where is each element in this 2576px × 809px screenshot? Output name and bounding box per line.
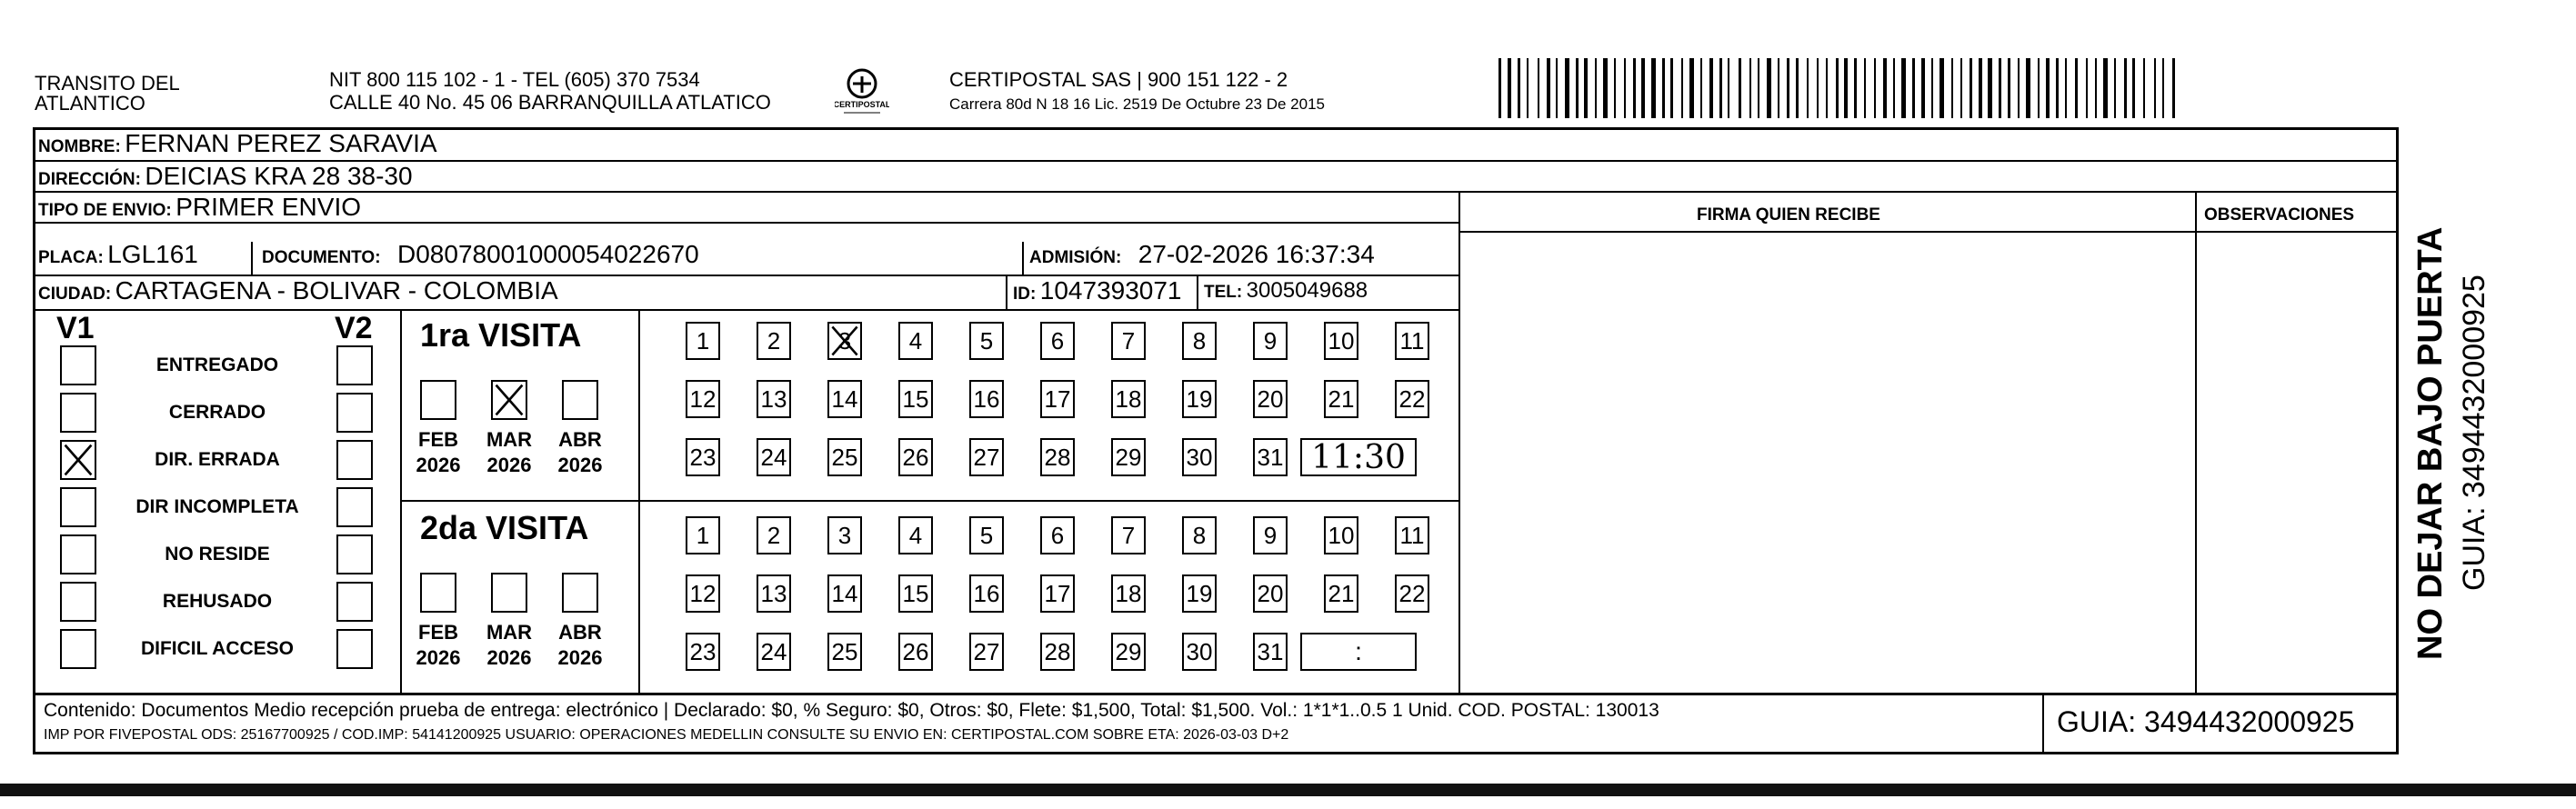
month-checkbox[interactable] <box>420 380 456 420</box>
day-cell[interactable]: 7 <box>1111 516 1146 554</box>
barcode-bar <box>2038 58 2040 118</box>
barcode-bar <box>1844 58 1848 118</box>
month-label: MAR 2026 <box>486 621 533 669</box>
day-cell[interactable]: 1 <box>686 322 720 360</box>
v2-checkbox[interactable] <box>336 440 373 480</box>
day-cell[interactable]: 27 <box>969 438 1004 476</box>
day-cell[interactable]: 2 <box>757 516 791 554</box>
day-cell[interactable]: 27 <box>969 633 1004 671</box>
barcode-bar <box>1518 58 1520 118</box>
shipment-type: PRIMER ENVIO <box>175 193 362 221</box>
barcode-bar <box>1778 58 1779 118</box>
barcode-bar <box>2143 58 2145 118</box>
day-cell[interactable]: 15 <box>898 380 933 418</box>
courier-name: CERTIPOSTAL SAS | 900 151 122 - 2 <box>949 68 1288 91</box>
address-row <box>38 162 413 191</box>
barcode-bar <box>2132 58 2135 118</box>
barcode-bar <box>1874 58 1876 118</box>
day-cell[interactable]: 26 <box>898 633 933 671</box>
day-cell[interactable]: 12 <box>686 574 720 613</box>
month-label: FEB 2026 <box>416 621 461 669</box>
barcode-bar <box>1689 58 1694 118</box>
org-name-line2: ATLANTICO <box>35 92 145 115</box>
v1-checkbox[interactable] <box>60 534 96 574</box>
address-line: CALLE 40 No. 45 06 BARRANQUILLA ATLATICO <box>329 91 771 114</box>
v1-checkbox[interactable] <box>60 345 96 385</box>
day-cell[interactable]: 30 <box>1182 438 1217 476</box>
day-cell[interactable]: 31 <box>1253 438 1288 476</box>
barcode-bar <box>1940 58 1944 118</box>
barcode-bar <box>1547 58 1550 118</box>
barcode-bar <box>1709 58 1713 118</box>
day-cell[interactable]: 22 <box>1395 574 1429 613</box>
day-cell[interactable]: 8 <box>1182 516 1217 554</box>
day-cell[interactable]: 14 <box>827 574 862 613</box>
barcode-bar <box>1739 58 1741 118</box>
day-cell[interactable]: 14 <box>827 380 862 418</box>
v1-checkbox[interactable] <box>60 440 96 480</box>
content-line: Contenido: Documentos Medio recepción prueba de entrega: electrónico | Declarado: $0, % Seguro: $0, Otros: $0, Flete: $1,500, Total: $1,500. Vol.: 1*1*1..0.5 1 Unid. COD. POSTAL: 130013 <box>44 700 1659 721</box>
barcode-bar <box>1999 58 2001 118</box>
status-option-label: DIR. ERRADA <box>155 449 280 470</box>
barcode-bar <box>1700 58 1702 118</box>
barcode-bar <box>2124 58 2127 118</box>
first-visit-title: 1ra VISITA <box>420 316 582 354</box>
barcode-bar <box>1931 58 1933 118</box>
second-visit-title: 2da VISITA <box>420 509 589 546</box>
barcode-bar <box>2086 58 2088 118</box>
day-cell[interactable]: 26 <box>898 438 933 476</box>
v2-checkbox[interactable] <box>336 487 373 527</box>
recipient-address: DEICIAS KRA 28 38-30 <box>145 162 413 190</box>
barcode-bar <box>1749 58 1751 118</box>
barcode-bar <box>1912 58 1915 118</box>
day-cell[interactable]: 16 <box>969 574 1004 613</box>
city-row <box>38 276 558 305</box>
day-cell[interactable]: 7 <box>1111 322 1146 360</box>
barcode-bar <box>1651 58 1656 118</box>
day-cell[interactable]: 30 <box>1182 633 1217 671</box>
v1-checkbox[interactable] <box>60 487 96 527</box>
status-option-label: DIR INCOMPLETA <box>135 496 299 517</box>
barcode-bar <box>1979 58 1982 118</box>
month-label: ABR 2026 <box>557 621 603 669</box>
admission-label: ADMISIÓN: <box>1029 248 1122 267</box>
month-label: FEB 2026 <box>416 428 461 476</box>
nit-line: NIT 800 115 102 - 1 - TEL (605) 370 7534 <box>329 68 700 91</box>
svg-text:CERTIPOSTAL: CERTIPOSTAL <box>835 100 889 109</box>
barcode-bar <box>1595 58 1597 118</box>
barcode-bar <box>1787 58 1789 118</box>
day-cell[interactable]: 24 <box>757 438 791 476</box>
day-cell[interactable]: 11 <box>1395 516 1429 554</box>
barcode-bar <box>1614 58 1616 118</box>
day-cell[interactable]: 9 <box>1253 322 1288 360</box>
day-cell[interactable]: 25 <box>827 633 862 671</box>
barcode-bar <box>1603 58 1608 118</box>
observations-header: OBSERVACIONES <box>2204 205 2355 225</box>
month-checkbox[interactable] <box>562 380 598 420</box>
day-cell[interactable]: 18 <box>1111 380 1146 418</box>
day-cell[interactable]: 4 <box>898 516 933 554</box>
day-cell[interactable]: 21 <box>1324 574 1358 613</box>
day-cell[interactable]: 13 <box>757 574 791 613</box>
barcode-bar <box>1670 58 1673 118</box>
barcode-bar <box>1556 58 1558 118</box>
status-option-label: REHUSADO <box>162 591 273 612</box>
barcode-bar <box>2026 58 2030 118</box>
day-cell[interactable]: 5 <box>969 516 1004 554</box>
name-row <box>38 129 437 158</box>
tel-label: TEL: <box>1204 283 1243 302</box>
id-label: ID: <box>1013 285 1037 304</box>
day-cell[interactable]: 12 <box>686 380 720 418</box>
day-cell[interactable]: 21 <box>1324 380 1358 418</box>
barcode-bar <box>2018 58 2020 118</box>
barcode-bar <box>1921 58 1925 118</box>
status-option-label: DIFICIL ACCESO <box>140 638 294 659</box>
barcode-bar <box>1719 58 1722 118</box>
barcode-bar <box>1681 58 1683 118</box>
barcode-bar <box>1624 58 1626 118</box>
barcode-bar <box>1817 58 1819 118</box>
barcode-bar <box>1796 58 1799 118</box>
month-label: MAR 2026 <box>486 428 533 476</box>
barcode-bar <box>2114 58 2116 118</box>
day-cell[interactable]: 11 <box>1395 322 1429 360</box>
name-label: NOMBRE: <box>38 137 121 156</box>
barcode-bar <box>2008 58 2010 118</box>
v1-label: V1 <box>56 311 95 345</box>
day-cell[interactable]: 17 <box>1040 380 1075 418</box>
month-label: ABR 2026 <box>557 428 603 476</box>
day-cell[interactable]: 22 <box>1395 380 1429 418</box>
barcode <box>1498 58 2177 118</box>
barcode-bar <box>2065 58 2067 118</box>
admission-value: 27-02-2026 16:37:34 <box>1138 240 1375 268</box>
day-cell[interactable]: 3 <box>827 322 862 360</box>
barcode-bar <box>2103 58 2108 118</box>
day-cell[interactable]: 19 <box>1182 574 1217 613</box>
barcode-bar <box>1970 58 1972 118</box>
barcode-bar <box>1508 58 1511 118</box>
signature-header: FIRMA QUIEN RECIBE <box>1697 205 1880 225</box>
plate-label: PLACA: <box>38 248 104 267</box>
org-name-line1: TRANSITO DEL <box>35 72 180 95</box>
day-cell[interactable]: 18 <box>1111 574 1146 613</box>
id-value: 1047393071 <box>1039 276 1182 305</box>
barcode-bar <box>1527 58 1529 118</box>
barcode-bar <box>1901 58 1906 118</box>
barcode-bar <box>1576 58 1579 118</box>
barcode-bar <box>1767 58 1771 118</box>
v2-checkbox[interactable] <box>336 534 373 574</box>
day-cell[interactable]: 29 <box>1111 633 1146 671</box>
imp-line: IMP POR FIVEPOSTAL ODS: 25167700925 / COD.IMP: 54141200925 USUARIO: OPERACIONES MEDELLIN CONSULTE SU ENVIO EN: CERTIPOSTAL.COM SOBRE ETA: 2026-03-03 D+2 <box>44 727 1289 743</box>
barcode-bar <box>1836 58 1839 118</box>
barcode-bar <box>1641 58 1645 118</box>
day-cell[interactable]: 8 <box>1182 322 1217 360</box>
month-checkbox[interactable] <box>491 573 527 613</box>
day-cell[interactable]: 25 <box>827 438 862 476</box>
barcode-bar <box>1498 58 1501 118</box>
day-cell[interactable]: 2 <box>757 322 791 360</box>
v2-label: V2 <box>335 311 373 345</box>
v2-checkbox[interactable] <box>336 345 373 385</box>
barcode-bar <box>1728 58 1729 118</box>
v1-checkbox[interactable] <box>60 582 96 622</box>
barcode-bar <box>1854 58 1857 118</box>
status-option-label: CERRADO <box>168 402 266 423</box>
barcode-bar <box>1864 58 1866 118</box>
day-cell[interactable]: 10 <box>1324 322 1358 360</box>
month-checkbox[interactable] <box>420 573 456 613</box>
day-cell[interactable]: 6 <box>1040 322 1075 360</box>
day-cell[interactable]: 29 <box>1111 438 1146 476</box>
recipient-name: FERNAN PEREZ SARAVIA <box>125 129 437 157</box>
barcode-bar <box>1633 58 1636 118</box>
day-cell[interactable]: 17 <box>1040 574 1075 613</box>
v2-checkbox[interactable] <box>336 582 373 622</box>
day-cell[interactable]: 9 <box>1253 516 1288 554</box>
v1-checkbox[interactable] <box>60 629 96 669</box>
document-row <box>262 240 699 269</box>
barcode-bar <box>1538 58 1539 118</box>
plate-value: LGL161 <box>107 240 198 268</box>
city-label: CIUDAD: <box>38 285 112 304</box>
barcode-bar <box>2172 58 2175 118</box>
day-cell[interactable]: 1 <box>686 516 720 554</box>
barcode-bar <box>1893 58 1895 118</box>
day-cell[interactable]: 10 <box>1324 516 1358 554</box>
tel-value: 3005049688 <box>1246 278 1368 303</box>
courier-license: Carrera 80d N 18 16 Lic. 2519 De Octubre 23 De 2015 <box>949 95 1325 113</box>
barcode-bar <box>2162 58 2164 118</box>
day-cell[interactable]: 28 <box>1040 438 1075 476</box>
plate-row <box>38 240 198 269</box>
day-cell[interactable]: 13 <box>757 380 791 418</box>
barcode-bar <box>2056 58 2059 118</box>
day-cell[interactable]: 4 <box>898 322 933 360</box>
day-cell[interactable]: 24 <box>757 633 791 671</box>
v2-checkbox[interactable] <box>336 393 373 433</box>
day-cell[interactable]: 23 <box>686 633 720 671</box>
second-visit-time[interactable]: : <box>1300 633 1417 671</box>
day-cell[interactable]: 15 <box>898 574 933 613</box>
tel-row <box>1204 278 1368 304</box>
footer-guia: GUIA: 3494432000925 <box>2057 705 2355 738</box>
barcode-bar <box>1584 58 1588 118</box>
document-value: D08078001000054022670 <box>397 240 699 268</box>
admission-row <box>1029 240 1375 269</box>
barcode-bar <box>2075 58 2078 118</box>
type-row <box>38 193 361 222</box>
barcode-bar <box>1758 58 1759 118</box>
barcode-bar <box>1988 58 1992 118</box>
day-cell[interactable]: 19 <box>1182 380 1217 418</box>
status-option-label: NO RESIDE <box>165 544 270 564</box>
day-cell[interactable]: 23 <box>686 438 720 476</box>
side-guia: GUIA: 3494432000925 <box>2457 275 2491 591</box>
barcode-bar <box>2154 58 2156 118</box>
month-checkbox[interactable] <box>562 573 598 613</box>
month-checkbox[interactable] <box>491 380 527 420</box>
day-cell[interactable]: 5 <box>969 322 1004 360</box>
barcode-bar <box>2046 58 2050 118</box>
scan-edge <box>0 784 2576 796</box>
address-label: DIRECCIÓN: <box>38 170 141 189</box>
day-cell[interactable]: 3 <box>827 516 862 554</box>
day-cell[interactable]: 31 <box>1253 633 1288 671</box>
document-label: DOCUMENTO: <box>262 248 381 267</box>
status-option-label: ENTREGADO <box>155 355 279 375</box>
barcode-bar <box>1883 58 1887 118</box>
day-cell[interactable]: 16 <box>969 380 1004 418</box>
side-warning: NO DEJAR BAJO PUERTA <box>2411 226 2450 660</box>
barcode-bar <box>2095 58 2097 118</box>
day-cell[interactable]: 20 <box>1253 380 1288 418</box>
barcode-bar <box>1565 58 1569 118</box>
id-row <box>1013 276 1182 305</box>
barcode-bar <box>1951 58 1953 118</box>
barcode-bar <box>1662 58 1665 118</box>
barcode-bar <box>1807 58 1809 118</box>
city-value: CARTAGENA - BOLIVAR - COLOMBIA <box>115 276 558 305</box>
barcode-bar <box>1826 58 1828 118</box>
day-cell[interactable]: 28 <box>1040 633 1075 671</box>
v2-checkbox[interactable] <box>336 629 373 669</box>
type-label: TIPO DE ENVIO: <box>38 201 172 220</box>
day-cell[interactable]: 20 <box>1253 574 1288 613</box>
day-cell[interactable]: 6 <box>1040 516 1075 554</box>
barcode-bar <box>1960 58 1962 118</box>
v1-checkbox[interactable] <box>60 393 96 433</box>
first-visit-time[interactable]: 11:30 <box>1300 438 1417 476</box>
certipostal-logo <box>835 65 889 116</box>
